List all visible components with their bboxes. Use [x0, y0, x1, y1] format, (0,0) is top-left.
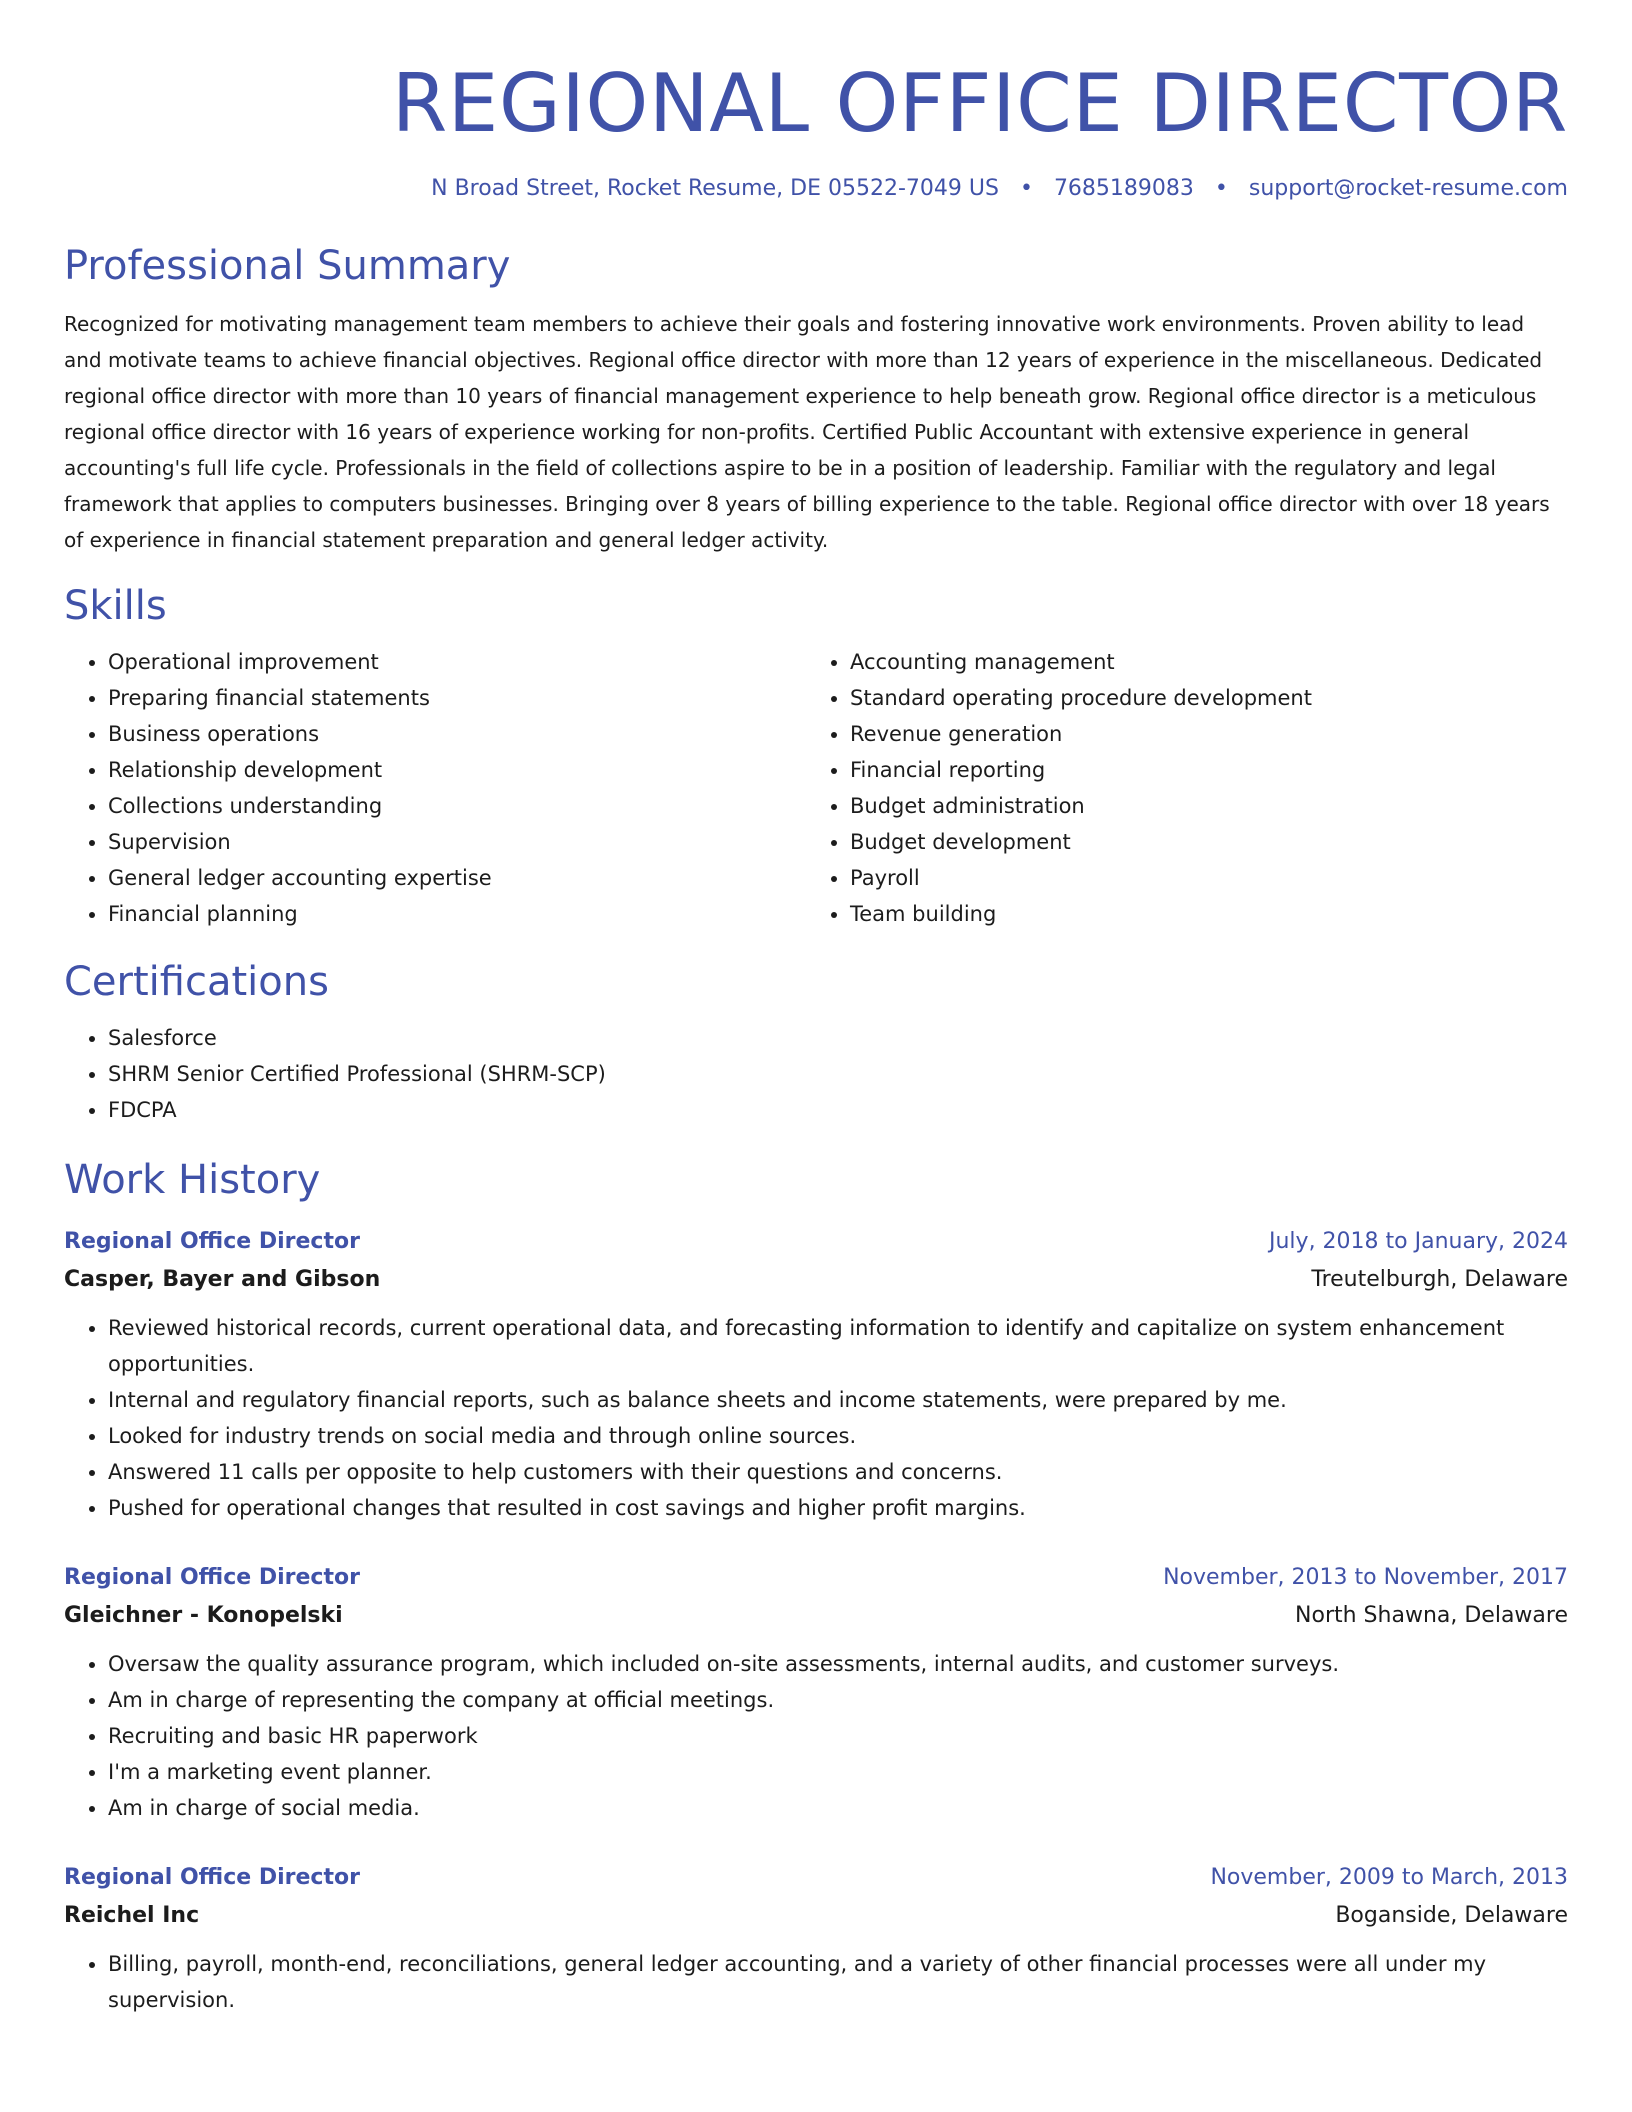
contact-line: [64, 174, 1568, 204]
contact-email: support@rocket-resume.com: [1248, 176, 1568, 201]
certification-item: • FDCPA: [108, 1092, 1568, 1128]
job-duty: • Oversaw the quality assurance program, which included on-site assessments, internal audits, and customer surveys.: [108, 1646, 1568, 1682]
job-title: Regional Office Director: [64, 1865, 360, 1890]
summary-text: Recognized for motivating management team members to achieve their goals and fostering innovative work environments. Proven ability to lead and motivate teams to achieve financial objectives. Regional office director with more than 12 years of experience in the miscellaneous. Dedicated regional office director with more than 10 years of financial management experience to help beneath grow. Regional office director is a meticulous regional office director with 16 years of experience working for non-profits. Certified Public Accountant with extensive experience in general accounting's full life cycle. Professionals in the field of collections aspire to be in a position of leadership. Familiar with the regulatory and legal framework that applies to computers businesses. Bringing over 8 years of billing experience to the table. Regional office director with over 18 years of experience in financial statement preparation and general ledger activity.: [64, 312, 1550, 552]
certifications-list: [64, 1020, 1568, 1128]
skill-item: • Accounting management: [850, 644, 1548, 680]
skill-item: • Collections understanding: [108, 788, 806, 824]
skill-item: • Preparing financial statements: [108, 680, 806, 716]
job-location: North Shawna, Delaware: [1295, 1603, 1568, 1628]
skills-heading: Skills: [64, 583, 167, 629]
work-history-heading: Work History: [64, 1157, 321, 1203]
job-entry: [64, 1224, 1568, 1526]
job-location: Boganside, Delaware: [1335, 1903, 1568, 1928]
skills-column-left: [64, 644, 806, 932]
skill-item: • Payroll: [850, 860, 1548, 896]
resume-header: [64, 56, 1568, 204]
skill-item: • Team building: [850, 896, 1548, 932]
skill-item: • Budget administration: [850, 788, 1548, 824]
skill-item: • Revenue generation: [850, 716, 1548, 752]
job-company-row: [64, 1896, 1568, 1936]
skill-item: • Budget development: [850, 824, 1548, 860]
job-duty: • Am in charge of representing the company at official meetings.: [108, 1682, 1568, 1718]
certification-item: • Salesforce: [108, 1020, 1568, 1056]
job-title-row: [64, 1224, 1568, 1260]
job-company: Casper, Bayer and Gibson: [64, 1267, 381, 1292]
job-duty: • I'm a marketing event planner.: [108, 1754, 1568, 1790]
summary-heading: Professional Summary: [64, 243, 511, 289]
contact-separator: •: [1019, 176, 1033, 201]
job-duties-list: [64, 1946, 1568, 2018]
job-duty: • Internal and regulatory financial reports, such as balance sheets and income statements, were prepared by me.: [108, 1382, 1568, 1418]
job-dates: November, 2009 to March, 2013: [1210, 1865, 1568, 1890]
certifications-heading: Certifications: [64, 959, 329, 1005]
skill-item: • Relationship development: [108, 752, 806, 788]
skills-column-right: [806, 644, 1548, 932]
skill-item: • Standard operating procedure development: [850, 680, 1548, 716]
job-title: Regional Office Director: [64, 1229, 360, 1254]
job-company: Reichel Inc: [64, 1903, 200, 1928]
job-duty: • Am in charge of social media.: [108, 1790, 1568, 1826]
skill-item: • Business operations: [108, 716, 806, 752]
job-duties-list: [64, 1310, 1568, 1526]
job-duty: • Pushed for operational changes that resulted in cost savings and higher profit margins.: [108, 1490, 1568, 1526]
skill-item: • General ledger accounting expertise: [108, 860, 806, 896]
job-entry: [64, 1560, 1568, 1826]
job-entry: [64, 1860, 1568, 2018]
job-title-row: [64, 1560, 1568, 1596]
skills-grid: [64, 644, 1568, 932]
job-dates: July, 2018 to January, 2024: [1269, 1229, 1568, 1254]
job-duty: • Reviewed historical records, current operational data, and forecasting information to identify and capitalize on system enhancement opportunities.: [108, 1310, 1568, 1382]
job-duty: • Looked for industry trends on social media and through online sources.: [108, 1418, 1568, 1454]
skill-item: • Operational improvement: [108, 644, 806, 680]
job-duties-list: [64, 1646, 1568, 1826]
skill-item: • Financial planning: [108, 896, 806, 932]
contact-phone: 7685189083: [1053, 176, 1194, 201]
job-duty: • Answered 11 calls per opposite to help customers with their questions and concerns.: [108, 1454, 1568, 1490]
job-company-row: [64, 1260, 1568, 1300]
contact-address: N Broad Street, Rocket Resume, DE 05522-7049 US: [431, 176, 999, 201]
job-duty: • Recruiting and basic HR paperwork: [108, 1718, 1568, 1754]
job-dates: November, 2013 to November, 2017: [1163, 1565, 1568, 1590]
contact-separator: •: [1214, 176, 1228, 201]
candidate-name: REGIONAL OFFICE DIRECTOR: [391, 57, 1568, 150]
job-company-row: [64, 1596, 1568, 1636]
skill-item: • Financial reporting: [850, 752, 1548, 788]
job-location: Treutelburgh, Delaware: [1311, 1267, 1568, 1292]
job-title: Regional Office Director: [64, 1565, 360, 1590]
skill-item: • Supervision: [108, 824, 806, 860]
certification-item: • SHRM Senior Certified Professional (SHRM-SCP): [108, 1056, 1568, 1092]
job-title-row: [64, 1860, 1568, 1896]
job-company: Gleichner - Konopelski: [64, 1603, 343, 1628]
job-duty: • Billing, payroll, month-end, reconciliations, general ledger accounting, and a variety of other financial processes were all under my supervision.: [108, 1946, 1568, 2018]
